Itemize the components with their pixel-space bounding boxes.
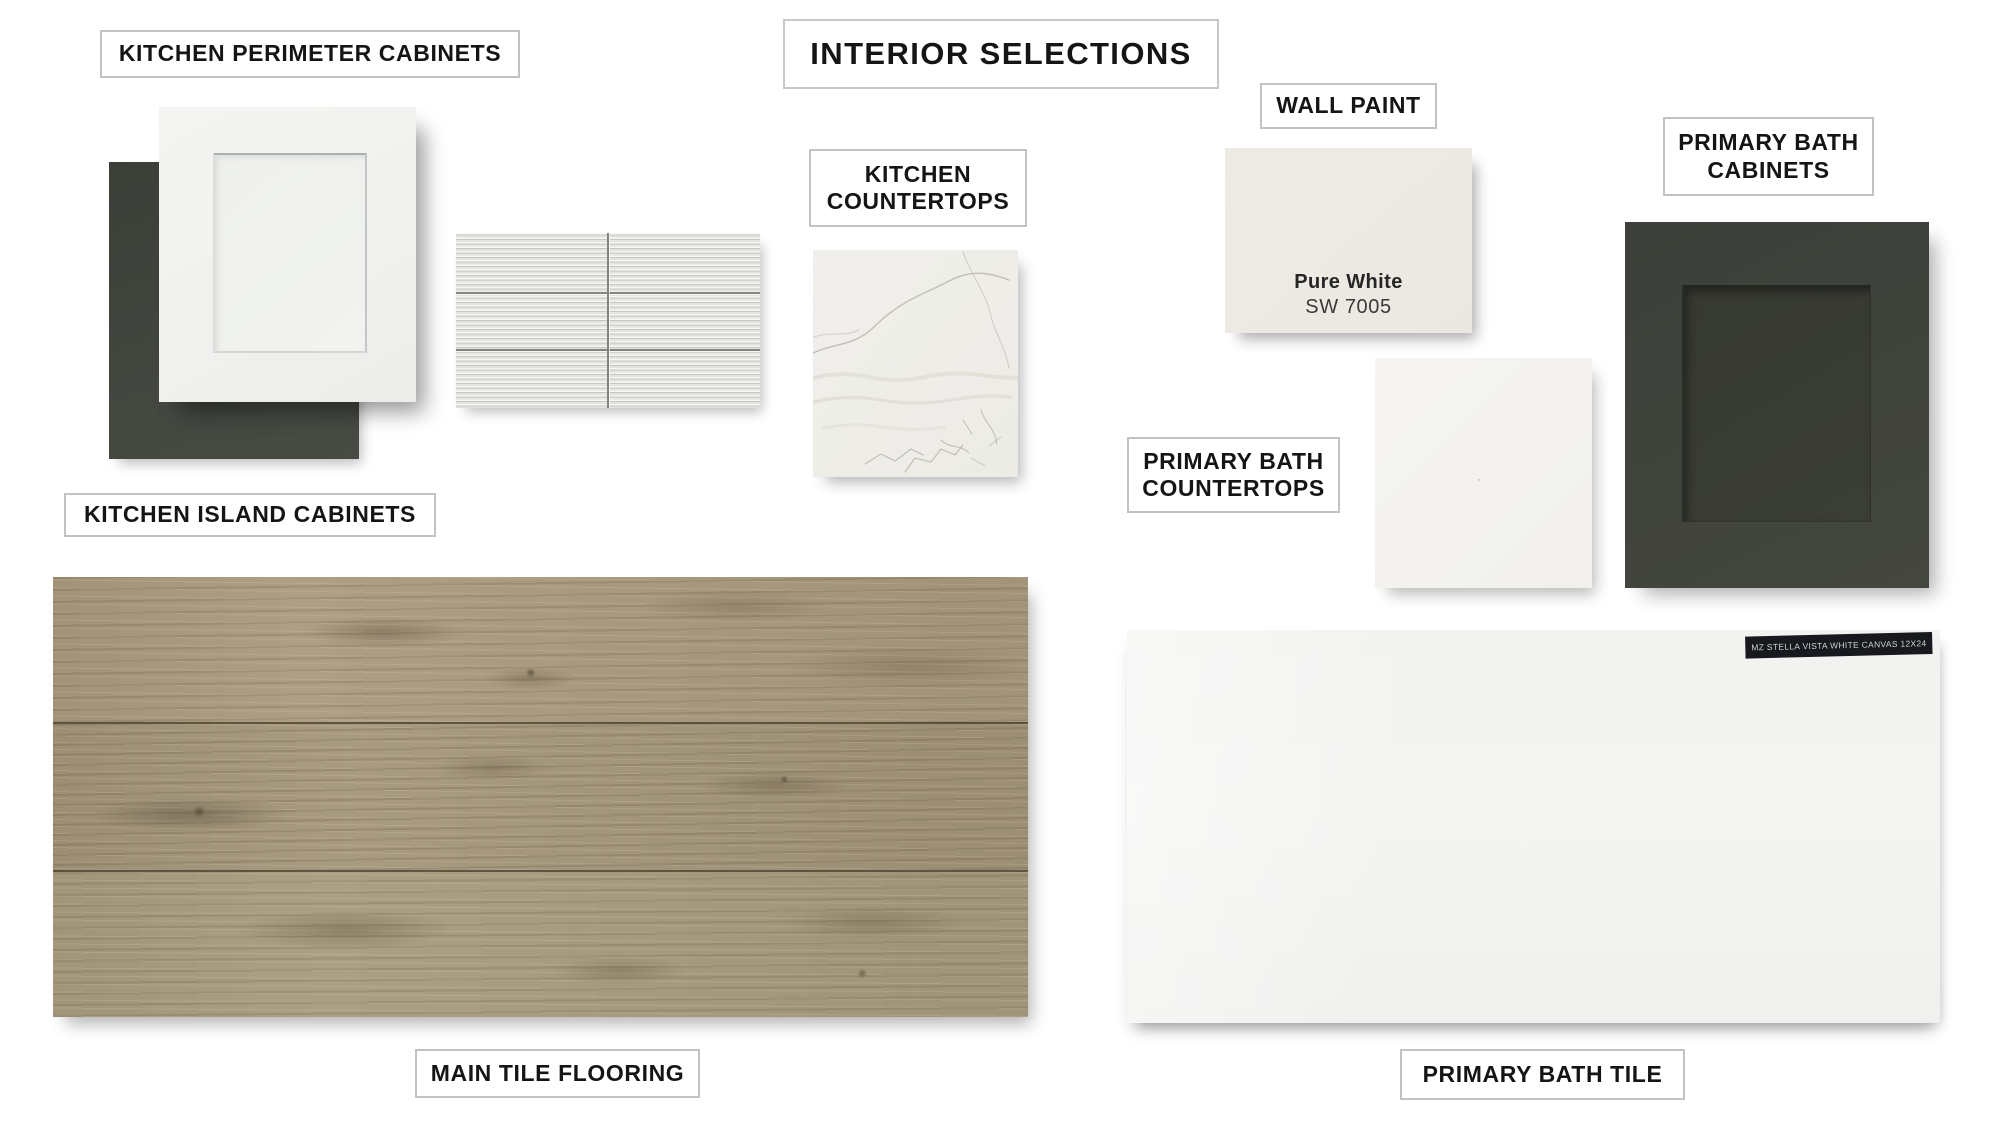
shaker-door-panel [1682, 285, 1871, 522]
page-title: INTERIOR SELECTIONS [783, 19, 1219, 89]
label-main-tile-flooring: MAIN TILE FLOORING [415, 1049, 700, 1098]
kitchen-countertop-sample [813, 250, 1018, 477]
label-kitchen-island-cabinets: KITCHEN ISLAND CABINETS [64, 493, 436, 537]
label-kitchen-countertops: KITCHEN COUNTERTOPS [809, 149, 1027, 227]
wall-paint-swatch [1225, 148, 1472, 333]
primary-bath-tile-sample [1127, 630, 1940, 1023]
wood-plank [53, 722, 1028, 869]
tile-product-strip: MZ STELLA VISTA WHITE CANVAS 12X24 [1745, 632, 1933, 659]
paint-name: Pure White [1294, 271, 1403, 293]
main-tile-flooring-sample [53, 577, 1028, 1017]
label-wall-paint: WALL PAINT [1260, 83, 1437, 129]
primary-bath-cabinet-sample [1625, 222, 1929, 588]
label-kitchen-perimeter-cabinets: KITCHEN PERIMETER CABINETS [100, 30, 520, 78]
label-primary-bath-countertops: PRIMARY BATH COUNTERTOPS [1127, 437, 1340, 513]
kitchen-perimeter-cabinet-sample [159, 107, 416, 402]
shaker-door-panel [213, 153, 367, 353]
label-primary-bath-tile: PRIMARY BATH TILE [1400, 1049, 1685, 1100]
kitchen-backsplash-sample [456, 233, 760, 408]
paint-code: SW 7005 [1305, 296, 1392, 318]
label-primary-bath-cabinets: PRIMARY BATH CABINETS [1663, 117, 1874, 196]
wood-plank [53, 870, 1028, 1017]
wood-plank [53, 577, 1028, 722]
primary-bath-countertop-sample [1375, 358, 1592, 588]
grout-line [607, 233, 609, 408]
countertop-veining [813, 250, 1018, 477]
